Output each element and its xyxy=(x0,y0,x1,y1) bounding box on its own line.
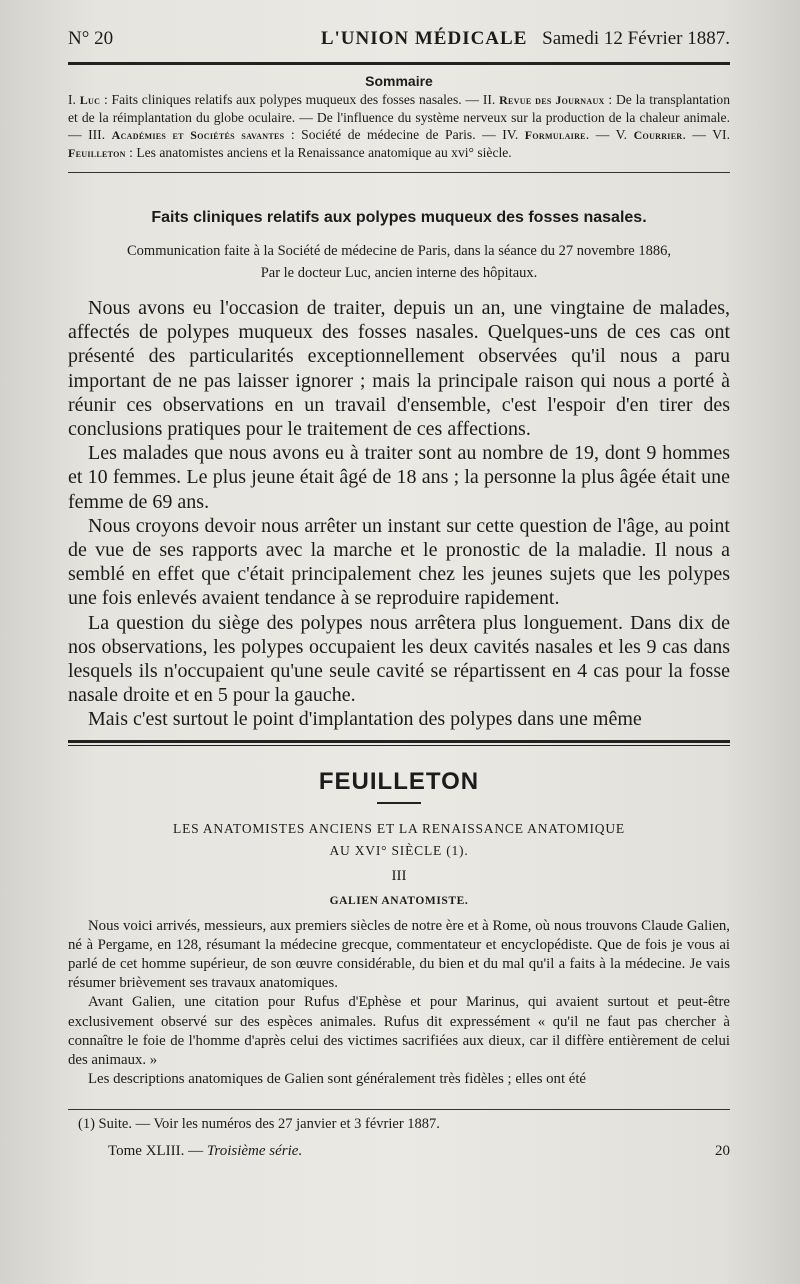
feuilleton-body xyxy=(68,917,730,1090)
article-communication: Communication faite à la Société de médecine de Paris, dans la séance du 27 novembre 1886, xyxy=(127,243,671,259)
feuilleton-paragraph: Nous voici arrivés, messieurs, aux premiers siècles de notre ère et à Rome, où nous trouvons Claude Galien, né à Pergame, en 128, résumant la médecine grecque, commentateur et encyclopédiste. Que de fois je vous ai parlé de cet homme supérieur, de son œuvre considérable, du bien et du mal qu'il a faits à la médecine. Je vais résumer brièvement ses travaux anatomiques. xyxy=(68,917,730,992)
journal-title: L'UNION MÉDICALE xyxy=(320,28,528,49)
footnote: (1) Suite. — Voir les numéros des 27 janvier et 3 février 1887. xyxy=(78,1116,440,1133)
article-body xyxy=(68,296,730,732)
section-number: III xyxy=(391,867,407,884)
feuilleton-paragraph: Avant Galien, une citation pour Rufus d'Ephèse et pour Marinus, qui avaient surtout et peut-être exclusivement observé sur des espèces animales. Rufus dit expressément « qu'il ne faut pas chercher à connaître le foie de l'homme d'après celui des victimes sacrifiées aux dieux, car il diffère entièrement de celui des animaux. » xyxy=(68,994,730,1069)
feuilleton-title-rule xyxy=(377,802,421,804)
feuilleton-title: FEUILLETON xyxy=(318,767,480,795)
feuilleton-heading: LES ANATOMISTES ANCIENS ET LA RENAISSANCE ANATOMIQUE AU XVI° SIÈCLE (1). xyxy=(173,820,625,858)
tome-label: Tome XLIII. — xyxy=(108,1143,207,1160)
page-footer xyxy=(68,1143,730,1160)
sommaire-contents: I. Luc : Faits cliniques relatifs aux polypes muqueux des fosses nasales. — II. Revue des Journaux : De la transplantation et de la réimplantation du globe oculaire. — De l'influence du système nerveux sur la production de la chaleur animale. — III. Académies et Sociétés savantes : Société de médecine de Paris. — IV. Formulaire. — V. Courrier. — VI. Feuilleton : Les anatomistes anciens et la Renaissance anatomique au xvi° siècle. xyxy=(68,92,730,160)
article-title: Faits cliniques relatifs aux polypes muqueux des fosses nasales. xyxy=(151,209,647,226)
page-header xyxy=(68,28,730,58)
footnote-rule xyxy=(68,1109,730,1110)
article-paragraph: Les malades que nous avons eu à traiter sont au nombre de 19, dont 9 hommes et 10 femmes. Le plus jeune était âgé de 18 ans ; la personne la plus âgée était une femme de 69 ans. xyxy=(68,442,730,513)
header-rule xyxy=(68,62,730,65)
issue-date: Samedi 12 Février 1887. xyxy=(542,28,730,49)
series-label: Troisième série. xyxy=(206,1143,303,1160)
article-paragraph: Nous croyons devoir nous arrêter un instant sur cette question de l'âge, au point de vue de ses rapports avec la marche et le pronostic de la maladie. Il nous a semblé en effet que c'était principalement chez les jeunes sujets que les polypes une fois enlevés avaient tendance à se reproduire rapidement. xyxy=(68,514,730,610)
page-number: 20 xyxy=(715,1143,730,1160)
sommaire-rule xyxy=(68,172,730,173)
sommaire-title: Sommaire xyxy=(365,73,433,89)
issue-number: N° 20 xyxy=(68,28,114,49)
article-byline: Par le docteur Luc, ancien interne des hôpitaux. xyxy=(260,265,538,281)
article-paragraph: Mais c'est surtout le point d'implantation des polypes dans une même xyxy=(88,708,642,731)
article-paragraph: La question du siège des polypes nous arrêtera plus longuement. Dans dix de nos observations, les polypes occupaient les deux cavités nasales et les 9 cas dans lesquels ils n'occupaient qu'une seule cavité se répartissent en 4 cas pour la fosse nasale droite et en 5 pour la gauche. xyxy=(68,611,730,707)
feuilleton-divider xyxy=(68,740,730,746)
feuilleton-paragraph: Les descriptions anatomiques de Galien sont généralement très fidèles ; elles ont été xyxy=(88,1071,587,1088)
section-subheading: GALIEN ANATOMISTE. xyxy=(329,894,469,907)
article-paragraph: Nous avons eu l'occasion de traiter, depuis un an, une vingtaine de malades, affectés de polypes muqueux des fosses nasales. Quelques-uns de ces cas ont présenté des particularités exceptionnellement observées qu'il nous a paru important de ne pas laisser ignorer ; mais la principale raison qui nous a porté à réunir ces observations en un travail d'ensemble, c'est l'espoir d'en tirer des conclusions pratiques pour le traitement de ces affections. xyxy=(68,297,730,441)
